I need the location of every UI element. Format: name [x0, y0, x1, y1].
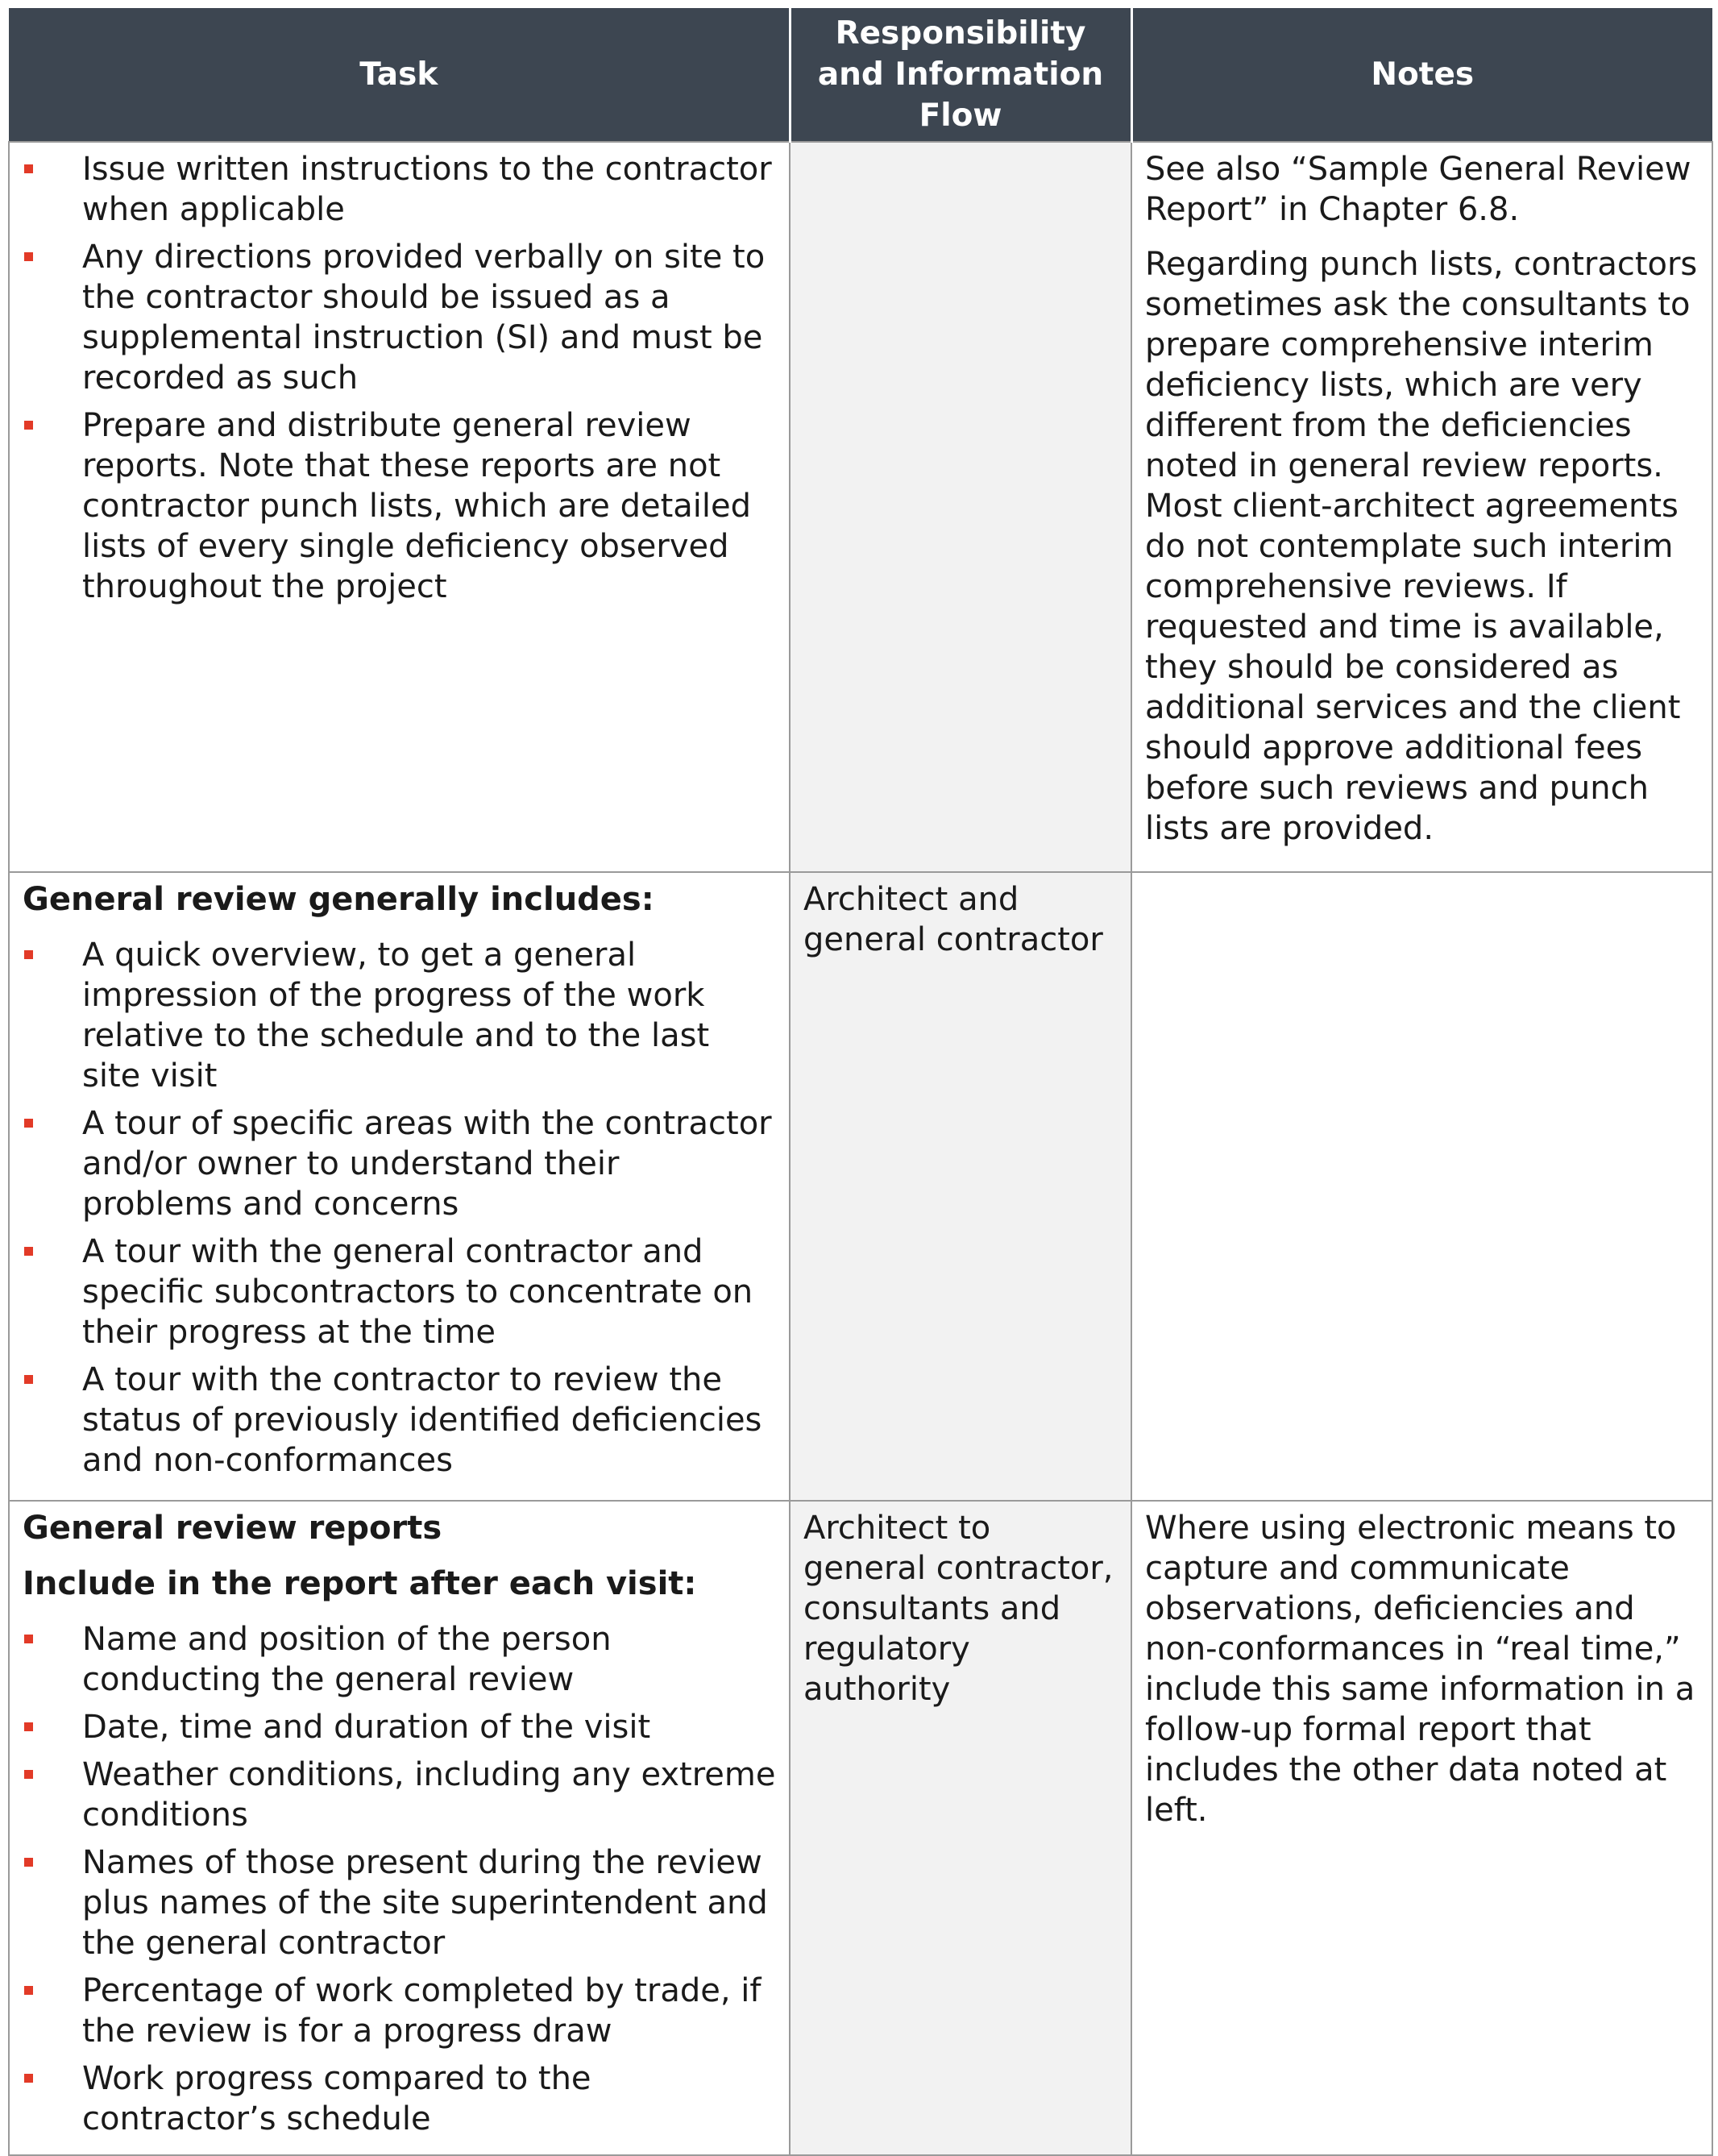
- notes-cell: [1131, 1501, 1712, 2155]
- header-row: [9, 8, 1712, 142]
- notes-cell: [1131, 142, 1712, 872]
- list-item: A tour with the contractor to review the status of previously identified deficiencies and non-conformances: [23, 1360, 776, 1481]
- responsibility-cell: Architect to general contractor, consultants and regulatory authority: [790, 1501, 1131, 2155]
- task-cell: [9, 1501, 790, 2155]
- header-responsibility: Responsibility and Information Flow: [790, 8, 1131, 142]
- header-notes: Notes: [1131, 8, 1712, 142]
- list-item: Date, time and duration of the visit: [23, 1707, 776, 1747]
- note-paragraph: See also “Sample General Review Report” in Chapter 6.8.: [1145, 151, 1691, 228]
- responsibility-cell: [790, 142, 1131, 872]
- table-row: [9, 142, 1712, 872]
- list-item: Prepare and distribute general review reports. Note that these reports are not contractor punch lists, which are detailed lists of every single deficiency observed throughout the project: [23, 405, 776, 607]
- task-list: [23, 935, 776, 1481]
- list-item: Issue written instructions to the contractor when applicable: [23, 149, 776, 230]
- list-item: A quick overview, to get a general impression of the progress of the work relative to the schedule and to the last site visit: [23, 935, 776, 1096]
- list-item: Names of those present during the review plus names of the site superintendent and the general contractor: [23, 1842, 776, 1963]
- task-cell: [9, 872, 790, 1501]
- task-heading: General review reports: [23, 1510, 442, 1547]
- responsibility-cell: Architect and general contractor: [790, 872, 1131, 1501]
- note-paragraph: Where using electronic means to capture and communicate observations, deficiencies and non-conformances in “real time,” include this same information in a follow-up formal report that includes the other data noted at left.: [1145, 1510, 1695, 1829]
- table-row: [9, 1501, 1712, 2155]
- notes-cell: [1131, 872, 1712, 1501]
- list-item: Any directions provided verbally on site to the contractor should be issued as a supplemental instruction (SI) and must be recorded as such: [23, 237, 776, 398]
- task-cell: [9, 142, 790, 872]
- task-list: [23, 149, 776, 607]
- list-item: A tour with the general contractor and specific subcontractors to concentrate on their progress at the time: [23, 1232, 776, 1352]
- review-table: [8, 8, 1713, 2156]
- list-item: A tour of specific areas with the contractor and/or owner to understand their problems and concerns: [23, 1103, 776, 1224]
- list-item: Name and position of the person conducting the general review: [23, 1619, 776, 1700]
- list-item: Percentage of work completed by trade, if the review is for a progress draw: [23, 1971, 776, 2051]
- task-heading: General review generally includes:: [23, 881, 654, 918]
- task-list: [23, 1619, 776, 2139]
- note-paragraph: Regarding punch lists, contractors sometimes ask the consultants to prepare comprehensive interim deficiency lists, which are very different from the deficiencies noted in general review reports. Most client-architect agreements do not contemplate such interim comprehensive reviews. If requested and time is available, they should be considered as additional services and the client should approve additional fees before such reviews and punch lists are provided.: [1145, 246, 1698, 847]
- header-task: Task: [9, 8, 790, 142]
- task-subheading: Include in the report after each visit:: [23, 1565, 697, 1602]
- table-row: [9, 872, 1712, 1501]
- list-item: Work progress compared to the contractor’s schedule: [23, 2058, 776, 2139]
- list-item: Weather conditions, including any extreme conditions: [23, 1755, 776, 1835]
